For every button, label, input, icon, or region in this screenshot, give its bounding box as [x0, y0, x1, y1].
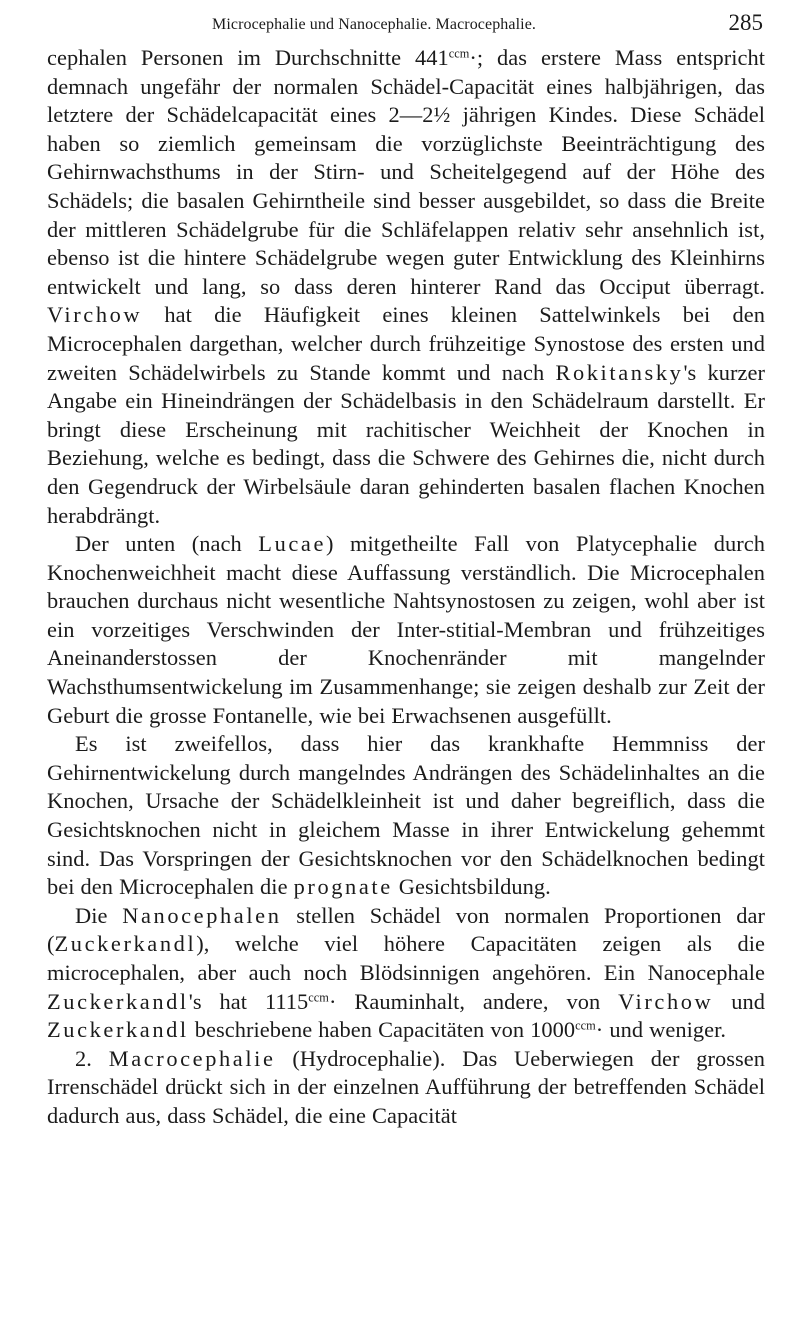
body-text — [47, 44, 765, 1131]
text-run: 's hat 1115 — [188, 988, 309, 1014]
text-run: 2. — [75, 1045, 109, 1071]
paragraph — [47, 530, 765, 730]
unit-superscript: ccm — [448, 46, 470, 61]
text-run: · Rauminhalt, andere, von — [328, 988, 619, 1014]
text-run: cephalen Personen im Durchschnitte 441 — [47, 45, 449, 70]
paragraph — [47, 44, 765, 530]
spaced-emphasis: Virchow — [47, 302, 143, 328]
text-run: 's kurzer Angabe ein Hineindrängen der Schädelbasis in den Schädelraum darstellt. Er bringt diese Erscheinung mit rachitischer Weichheit der Knochen in Beziehung, welche es bedingt, dass die Schwere des Gehirnes die, nicht durch den Gegendruck der Wirbelsäule daran gehinderten basalen flachen Knochen herabdrängt. — [47, 359, 766, 528]
spaced-emphasis: Rokitansky — [555, 359, 684, 385]
paragraph — [47, 902, 765, 1045]
spaced-emphasis: Lucae — [258, 531, 326, 557]
text-run: stellen Schädel von normalen Proportionen dar ( — [47, 902, 765, 957]
text-run: · und weniger. — [595, 1017, 726, 1043]
spaced-emphasis: Nanocephalen — [122, 902, 282, 928]
text-run: beschriebene haben Capacitäten von 1000 — [188, 1017, 576, 1043]
text-run: ·; das erstere Mass entspricht demnach ungefähr der normalen Schädel-Capacität eines halbjährigen, das letztere der Schädelcapacität eines 2—2½ jährigen Kindes. Diese Schädel haben so ziemlich gemeinsam die vorzüglichste Beeinträchtigung des Gehirnwachsthums in der Stirn- und Scheitelgegend auf der Höhe des Schädels; die basalen Gehirntheile sind besser ausgebildet, so dass die Breite der mittleren Schädelgrube für die Schläfelappen relativ sehr ansehnlich ist, ebenso ist die hintere Schädelgrube wegen guter Entwicklung des Kleinhirns entwickelt und lang, so dass deren hinterer Rand das Occiput überragt. — [47, 45, 765, 299]
spaced-emphasis: Zuckerkandl — [47, 1017, 189, 1043]
unit-superscript: ccm — [575, 1018, 596, 1033]
paragraph — [47, 1045, 765, 1131]
text-run: und — [713, 988, 765, 1014]
text-run: (Hydrocephalie). Das Ueberwiegen der grossen Irrenschädel drückt sich in der einzelnen Aufführung der betreffenden Schädel dadurch aus, dass Schädel, die eine Capacität — [47, 1045, 765, 1128]
text-run: Gesichtsbildung. — [392, 874, 551, 900]
book-page — [47, 10, 765, 1131]
paragraph — [47, 730, 765, 902]
text-run: Der unten (nach — [75, 531, 259, 557]
spaced-emphasis: Macrocephalie — [108, 1045, 276, 1071]
text-run: ), welche viel höhere Capacitäten zeigen als die microcephalen, aber auch noch Blödsinnigen angehören. Ein Nanocephale — [47, 931, 765, 985]
text-run: ) mitgetheilte Fall von Platycephalie durch Knochenweichheit macht diese Auffassung verständlich. Die Microcephalen brauchen durchaus nicht wesentliche Nahtsynostosen zu zeigen, wohl aber ist ein vorzeitiges Verschwinden der Inter-stitial-Membran und frühzeitiges Aneinanderstossen der Knochenränder mit mangelnder Wachsthumsentwickelung im Zusammenhange; sie zeigen deshalb zur Zeit der Geburt die grosse Fontanelle, wie bei Erwachsenen ausgefüllt. — [47, 531, 765, 728]
text-run: Es ist zweifellos, dass hier das krankhafte Hemmniss der Gehirnentwickelung durch mangelndes Andrängen des Schädelinhaltes an die Knochen, Ursache der Schädelkleinheit ist und daher begreiflich, dass die Gesichtsknochen nicht in gleichem Masse in ihrer Entwickelung gehemmt sind. Das Vorspringen der Gesichtsknochen vor den Schädelknochen bedingt bei den Microcephalen die — [47, 731, 765, 900]
page-header — [47, 10, 765, 36]
spaced-emphasis: Virchow — [618, 988, 714, 1014]
spaced-emphasis: prognate — [293, 874, 393, 900]
unit-superscript: ccm — [308, 989, 329, 1004]
text-run: hat die Häufigkeit eines kleinen Sattelwinkels bei den Microcephalen dargethan, welcher durch frühzeitige Synostose des ersten und zweiten Schädelwirbels zu Stande kommt und nach — [47, 302, 765, 385]
running-title: Microcephalie und Nanocephalie. Macrocephalie. — [212, 16, 537, 33]
spaced-emphasis: Zuckerkandl — [47, 988, 189, 1014]
page-number: 285 — [728, 10, 763, 35]
spaced-emphasis: Zuckerkandl — [54, 931, 197, 957]
text-run: Die — [75, 902, 123, 928]
